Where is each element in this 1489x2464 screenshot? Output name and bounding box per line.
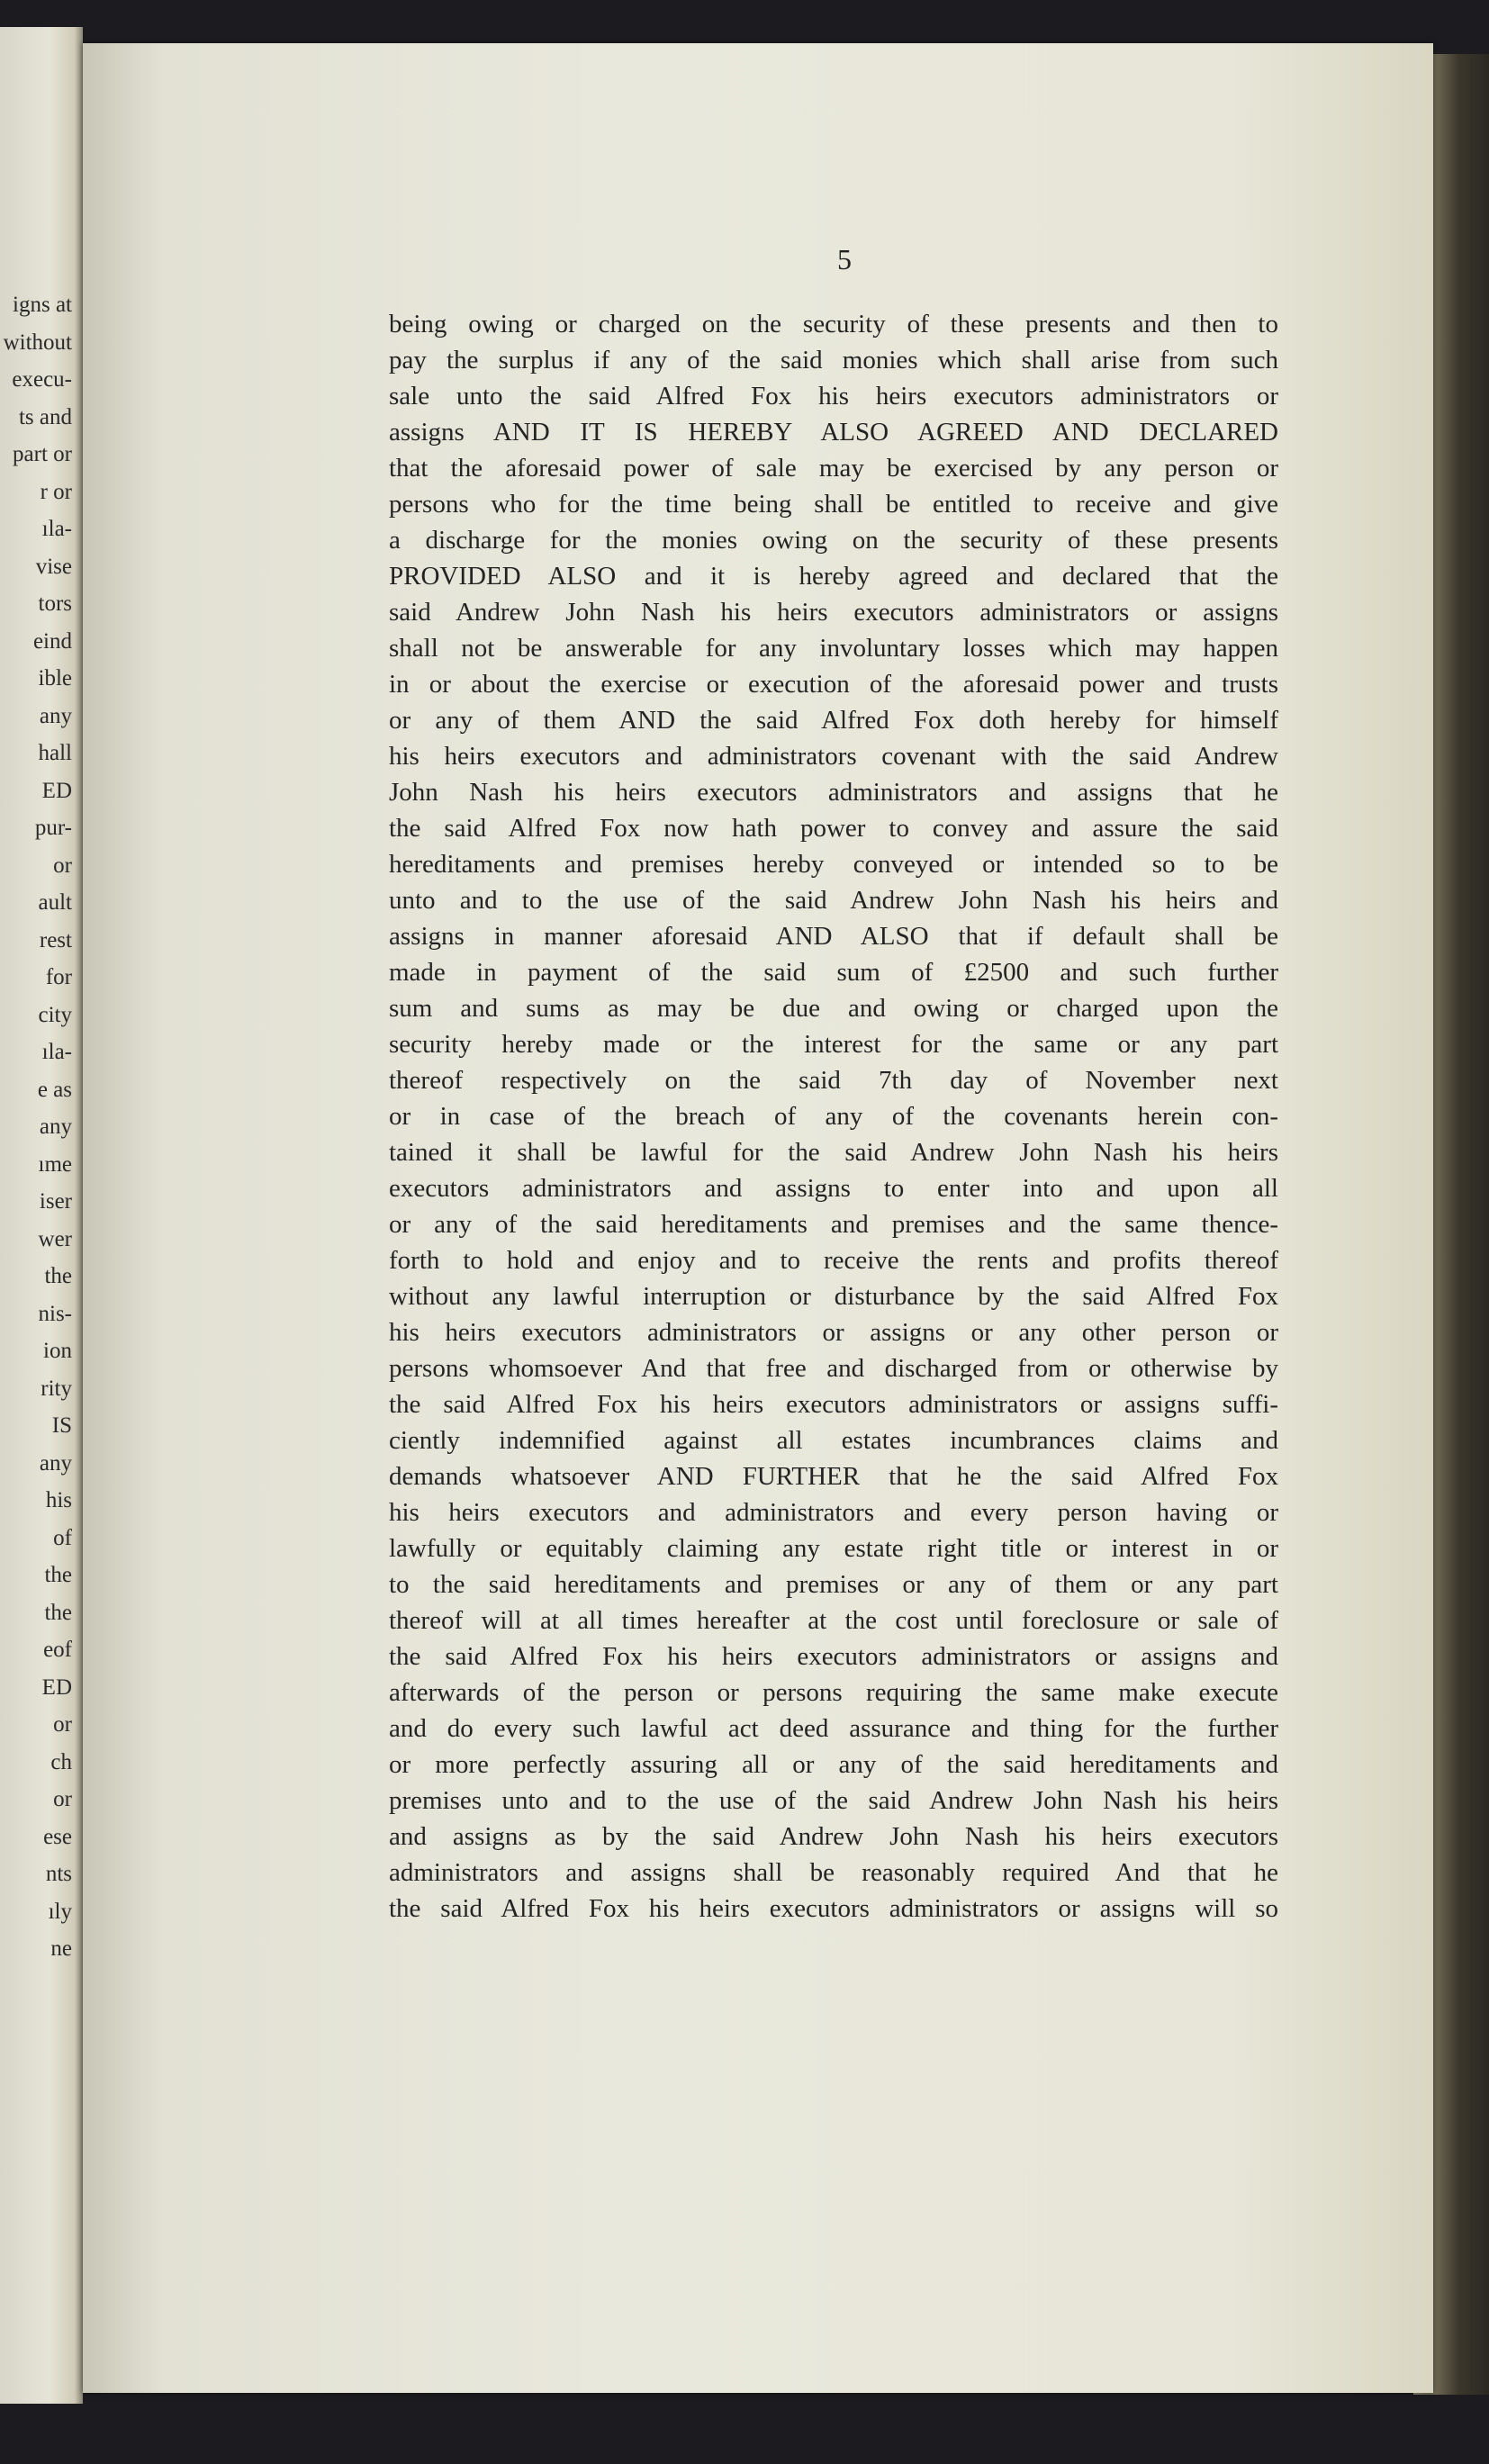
text-line: being owing or charged on the security of these presents and then to <box>389 310 1278 338</box>
text-line: demands whatsoever AND FURTHER that he the said Alfred Fox <box>389 1462 1278 1491</box>
text-line: administrators and assigns shall be reasonably required And that he <box>389 1858 1278 1887</box>
facing-page-fragment: his <box>45 1488 72 1512</box>
text-line: his heirs executors and administrators covenant with the said Andrew <box>389 742 1278 771</box>
facing-page-fragment: ese <box>43 1824 72 1849</box>
text-line: assigns AND IT IS HEREBY ALSO AGREED AND DECLARED <box>389 418 1278 447</box>
facing-page-fragment: ne <box>50 1936 72 1961</box>
text-line: persons who for the time being shall be entitled to receive and give <box>389 490 1278 519</box>
text-line: or in case of the breach of any of the covenants herein con- <box>389 1102 1278 1131</box>
text-line: that the aforesaid power of sale may be exercised by any person or <box>389 454 1278 483</box>
facing-page-fragment: any <box>39 1450 72 1476</box>
facing-page-fragment: or <box>53 1712 72 1737</box>
text-line: thereof will at all times hereafter at the cost until foreclosure or sale of <box>389 1606 1278 1635</box>
facing-page-fragment: ıla- <box>41 517 72 541</box>
text-line: premises unto and to the use of the said Andrew John Nash his heirs <box>389 1786 1278 1815</box>
facing-page-fragment: any <box>39 703 72 728</box>
facing-page-fragment: ıla- <box>41 1040 72 1064</box>
facing-page-fragment: eof <box>43 1638 72 1662</box>
text-line: hereditaments and premises hereby conveyed or intended so to be <box>389 850 1278 879</box>
text-line: in or about the exercise or execution of the aforesaid power and trusts <box>389 670 1278 699</box>
text-line: forth to hold and enjoy and to receive the rents and profits thereof <box>389 1246 1278 1275</box>
text-line: made in payment of the said sum of £2500 and such further <box>389 958 1278 987</box>
text-line: unto and to the use of the said Andrew John Nash his heirs and <box>389 886 1278 915</box>
facing-page-fragment: r or <box>40 479 72 504</box>
text-line: ciently indemnified against all estates incumbrances claims and <box>389 1426 1278 1455</box>
text-line: John Nash his heirs executors administrators and assigns that he <box>389 778 1278 807</box>
facing-page-fragment: or <box>53 853 72 878</box>
text-line: or more perfectly assuring all or any of the said hereditaments and <box>389 1750 1278 1779</box>
text-line: lawfully or equitably claiming any estate right title or interest in or <box>389 1534 1278 1563</box>
text-line: executors administrators and assigns to enter into and upon all <box>389 1174 1278 1203</box>
text-line: a discharge for the monies owing on the security of these presents <box>389 526 1278 555</box>
text-line: the said Alfred Fox his heirs executors administrators or assigns will so <box>389 1894 1278 1923</box>
facing-page-fragment: the <box>44 1264 72 1288</box>
text-line: his heirs executors administrators or assigns or any other person or <box>389 1318 1278 1347</box>
text-line: sum and sums as may be due and owing or charged upon the <box>389 994 1278 1023</box>
facing-page-edge <box>0 27 83 2404</box>
facing-page-fragment: ıme <box>38 1151 72 1177</box>
text-line: the said Alfred Fox his heirs executors administrators or assigns and <box>389 1642 1278 1671</box>
text-line: security hereby made or the interest for the same or any part <box>389 1030 1278 1059</box>
text-line: to the said hereditaments and premises or any of them or any part <box>389 1570 1278 1599</box>
facing-page-fragment: tors <box>38 591 72 616</box>
facing-page-fragment: ED <box>41 1674 72 1700</box>
text-line: or any of the said hereditaments and premises and the same thence- <box>389 1210 1278 1239</box>
facing-page-fragment: igns at <box>13 293 72 317</box>
facing-page-fragment: rity <box>41 1376 72 1401</box>
text-line: assigns in manner aforesaid AND ALSO that if default shall be <box>389 922 1278 951</box>
facing-page-fragment: ault <box>38 890 72 915</box>
facing-page-fragment: ible <box>38 666 72 690</box>
facing-page-fragment: the <box>44 1563 72 1587</box>
facing-page-fragment: of <box>53 1525 72 1550</box>
text-line: afterwards of the person or persons requiring the same make execute <box>389 1678 1278 1707</box>
page-number: 5 <box>837 243 852 275</box>
facing-page-fragment: execu- <box>12 367 72 392</box>
text-line: thereof respectively on the said 7th day of November next <box>389 1066 1278 1095</box>
text-line: and assigns as by the said Andrew John Nash his heirs executors <box>389 1822 1278 1851</box>
facing-page-fragment: the <box>44 1600 72 1625</box>
facing-page-fragment: ED <box>41 778 72 803</box>
facing-page-fragment: wer <box>38 1226 72 1251</box>
facing-page-fragment: rest <box>39 927 72 952</box>
facing-page-fragment: nts <box>45 1862 72 1886</box>
text-line: shall not be answerable for any involuntary losses which may happen <box>389 634 1278 663</box>
facing-page-fragment: any <box>39 1115 72 1139</box>
facing-page-fragment: iser <box>39 1189 72 1214</box>
facing-page-fragment: city <box>38 1002 72 1027</box>
facing-page-fragment: pur- <box>34 816 72 840</box>
facing-page-fragment: eind <box>32 628 72 654</box>
text-line: his heirs executors and administrators and every person having or <box>389 1498 1278 1527</box>
facing-page-fragment: vise <box>35 554 72 579</box>
text-line: without any lawful interruption or disturbance by the said Alfred Fox <box>389 1282 1278 1311</box>
facing-page-fragment: ts and <box>18 404 72 429</box>
text-line: the said Alfred Fox now hath power to convey and assure the said <box>389 814 1278 843</box>
facing-page-fragment: IS <box>51 1413 72 1438</box>
facing-page-fragment: hall <box>38 741 72 765</box>
facing-page-fragment: e as <box>37 1077 72 1102</box>
text-line: tained it shall be lawful for the said Andrew John Nash his heirs <box>389 1138 1278 1167</box>
text-line: sale unto the said Alfred Fox his heirs executors administrators or <box>389 382 1278 411</box>
facing-page-fragment: without <box>3 329 72 355</box>
facing-page-fragment: ch <box>50 1749 72 1774</box>
text-line: persons whomsoever And that free and discharged from or otherwise by <box>389 1354 1278 1383</box>
facing-page-fragment: part or <box>13 442 72 466</box>
text-line: pay the surplus if any of the said monies which shall arise from such <box>389 346 1278 375</box>
facing-page-fragment: nis- <box>38 1301 72 1326</box>
body-text <box>389 306 1278 1927</box>
text-line: the said Alfred Fox his heirs executors administrators or assigns suffi- <box>389 1390 1278 1419</box>
text-line: said Andrew John Nash his heirs executors administrators or assigns <box>389 598 1278 627</box>
facing-page-fragment: or <box>53 1787 72 1811</box>
text-line: and do every such lawful act deed assurance and thing for the further <box>389 1714 1278 1743</box>
text-line: PROVIDED ALSO and it is hereby agreed and declared that the <box>389 562 1278 591</box>
facing-page-fragment: ion <box>43 1339 72 1363</box>
facing-page-fragment: ıly <box>48 1899 72 1924</box>
text-line: or any of them AND the said Alfred Fox doth hereby for himself <box>389 706 1278 735</box>
facing-page-fragment: for <box>45 965 72 989</box>
